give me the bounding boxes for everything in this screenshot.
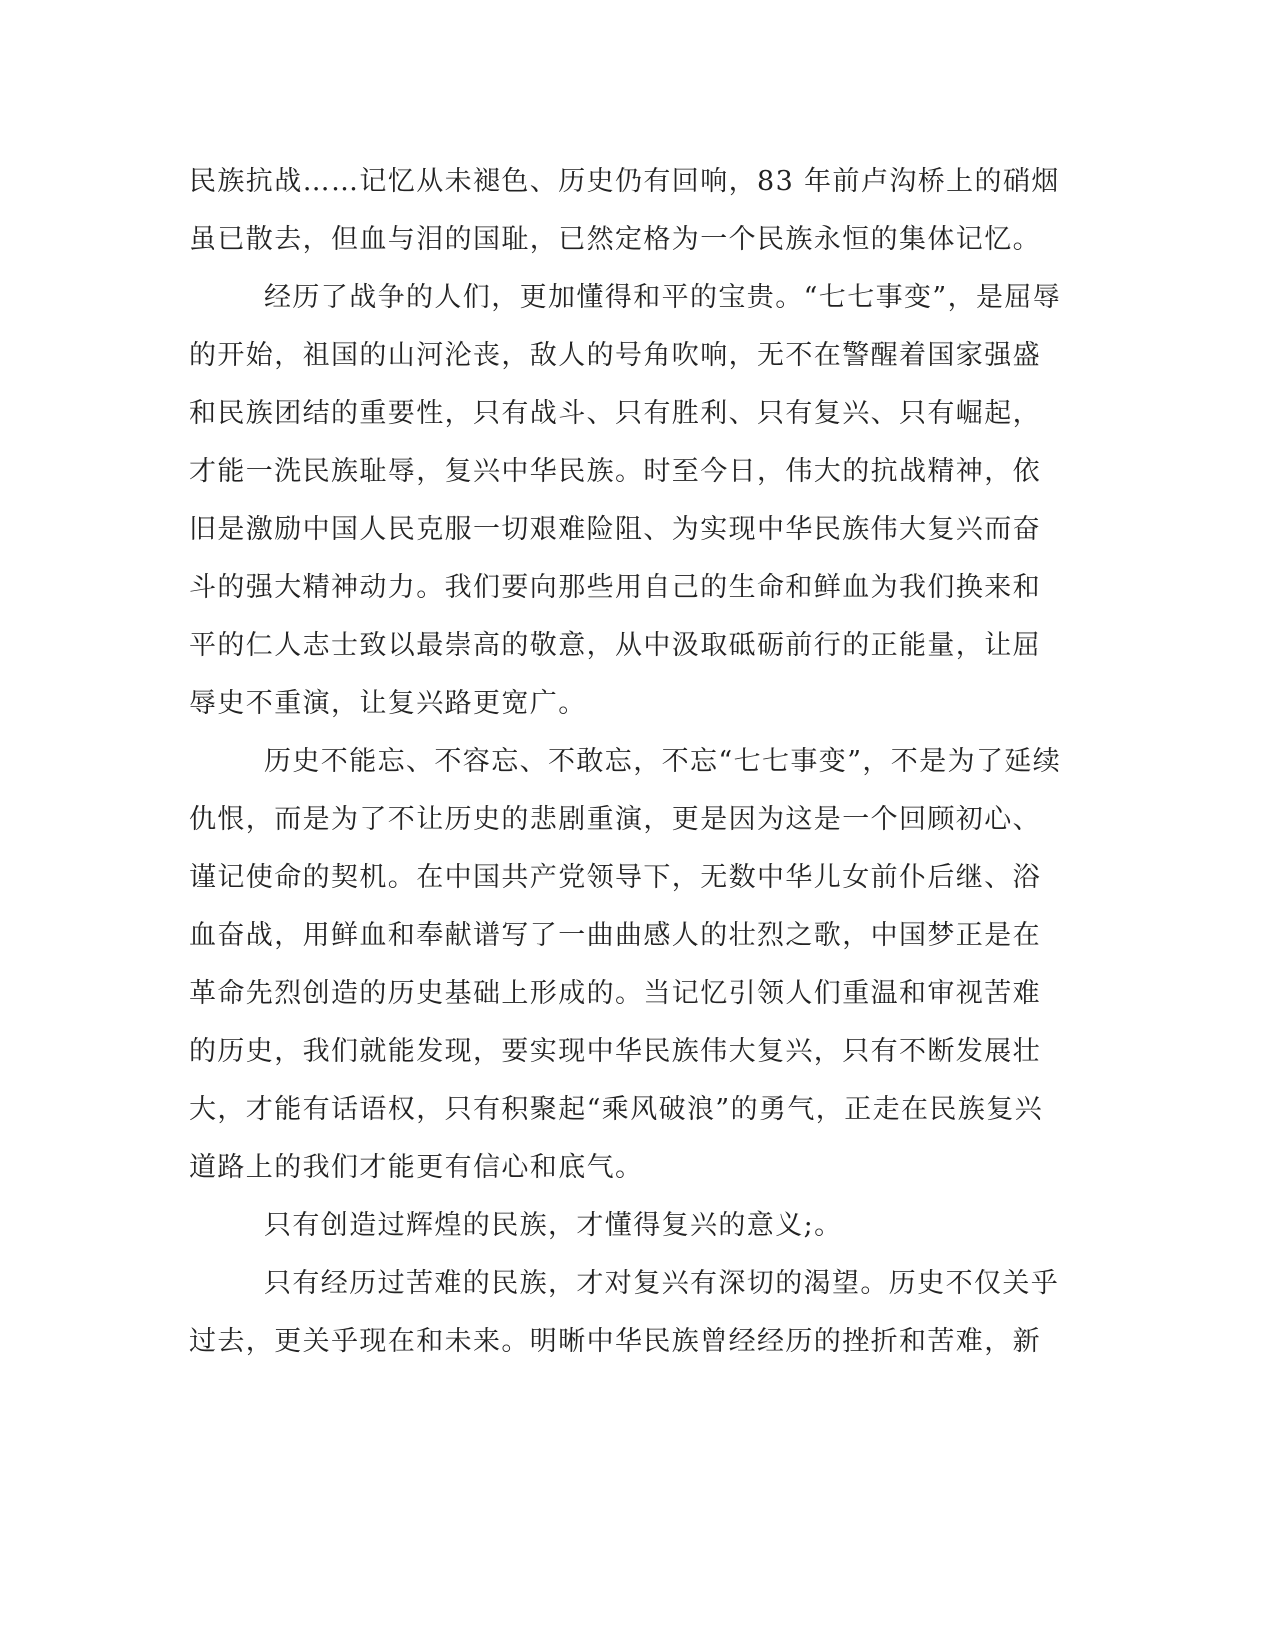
text-line: 和民族团结的重要性，只有战斗、只有胜利、只有复兴、只有崛起，	[189, 398, 1041, 429]
text-line: 过去，更关乎现在和未来。明晰中华民族曾经经历的挫折和苦难，新	[189, 1326, 1041, 1357]
text-line: 虽已散去，但血与泪的国耻，已然定格为一个民族永恒的集体记忆。	[189, 224, 1041, 255]
paragraph-first-line: 经历了战争的人们，更加懂得和平的宝贵。“七七事变”，是屈辱	[264, 282, 1062, 313]
paragraph-first-line: 只有经历过苦难的民族，才对复兴有深切的渴望。历史不仅关乎	[264, 1268, 1060, 1299]
text-line: 才能一洗民族耻辱，复兴中华民族。时至今日，伟大的抗战精神，依	[189, 456, 1041, 487]
text-line: 革命先烈创造的历史基础上形成的。当记忆引领人们重温和审视苦难	[189, 978, 1041, 1009]
text-line: 民族抗战……记忆从未褪色、历史仍有回响，83 年前卢沟桥上的硝烟	[189, 166, 1060, 197]
paragraph-first-line: 只有创造过辉煌的民族，才懂得复兴的意义;。	[264, 1210, 843, 1241]
text-line: 血奋战，用鲜血和奉献谱写了一曲曲感人的壮烈之歌，中国梦正是在	[189, 920, 1041, 951]
text-line: 旧是激励中国人民克服一切艰难险阻、为实现中华民族伟大复兴而奋	[189, 514, 1041, 545]
paragraph-first-line: 历史不能忘、不容忘、不敢忘，不忘“七七事变”，不是为了延续	[264, 746, 1062, 777]
text-line: 谨记使命的契机。在中国共产党领导下，无数中华儿女前仆后继、浴	[189, 862, 1041, 893]
text-line: 斗的强大精神动力。我们要向那些用自己的生命和鲜血为我们换来和	[189, 572, 1041, 603]
text-line: 的开始，祖国的山河沦丧，敌人的号角吹响，无不在警醒着国家强盛	[189, 340, 1041, 371]
text-line: 大，才能有话语权，只有积聚起“乘风破浪”的勇气，正走在民族复兴	[189, 1094, 1044, 1125]
text-line: 道路上的我们才能更有信心和底气。	[189, 1152, 644, 1183]
text-line: 仇恨，而是为了不让历史的悲剧重演，更是因为这是一个回顾初心、	[189, 804, 1041, 835]
text-line: 的历史，我们就能发现，要实现中华民族伟大复兴，只有不断发展壮	[189, 1036, 1041, 1067]
text-line: 平的仁人志士致以最崇高的敬意，从中汲取砥砺前行的正能量，让屈	[189, 630, 1041, 661]
text-line: 辱史不重演，让复兴路更宽广。	[189, 688, 587, 719]
